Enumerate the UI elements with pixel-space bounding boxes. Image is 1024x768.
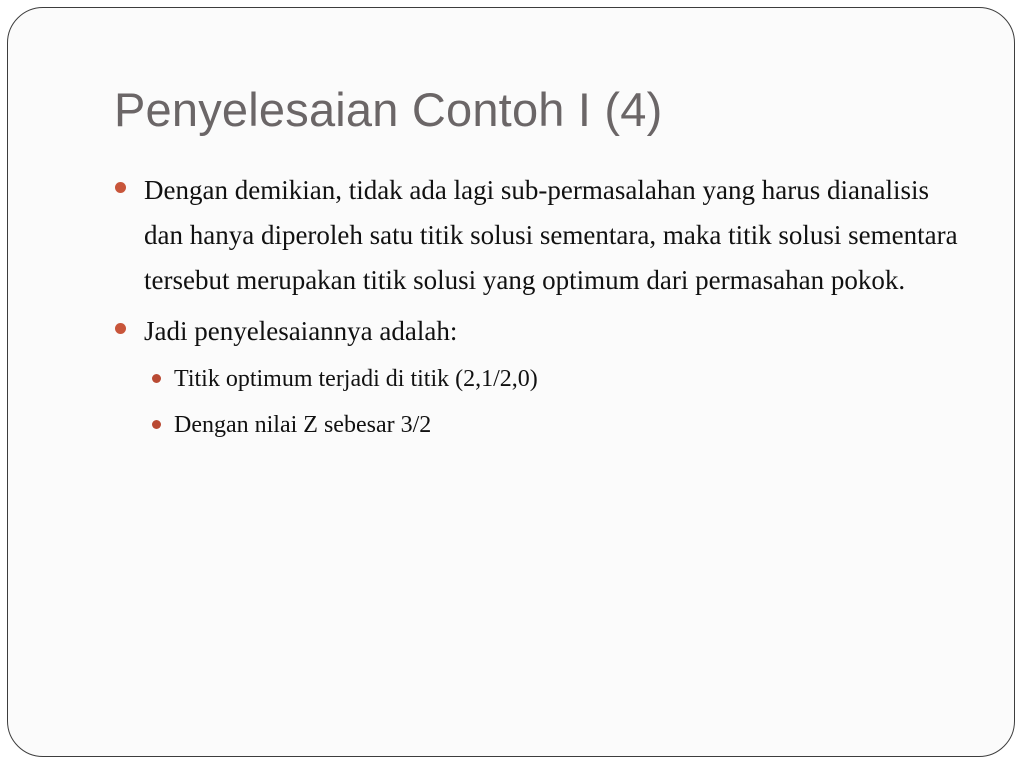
- sub-bullet-item: [112, 360, 972, 398]
- sub-bullet-text: Dengan nilai Z sebesar 3/2: [174, 412, 432, 438]
- bullet-text: Jadi penyelesaiannya adalah:: [144, 316, 458, 346]
- bullet-dot-icon: [115, 182, 126, 193]
- slide-content: [112, 168, 972, 452]
- bullet-text: Dengan demikian, tidak ada lagi sub-permasalahan yang harus dianalisis dan hanya diperoleh satu titik solusi sementara, maka titik solusi sementara tersebut merupakan titik solusi yang optimum dari permasahan pokok.: [144, 175, 958, 295]
- sub-bullet-text: Titik optimum terjadi di titik (2,1/2,0): [174, 366, 538, 392]
- bullet-dot-icon: [152, 374, 161, 383]
- bullet-item: [112, 309, 972, 354]
- bullet-dot-icon: [115, 323, 126, 334]
- bullet-dot-icon: [152, 420, 161, 429]
- slide-title: Penyelesaian Contoh I (4): [114, 83, 663, 136]
- sub-bullet-item: [112, 406, 972, 444]
- bullet-item: [112, 168, 972, 303]
